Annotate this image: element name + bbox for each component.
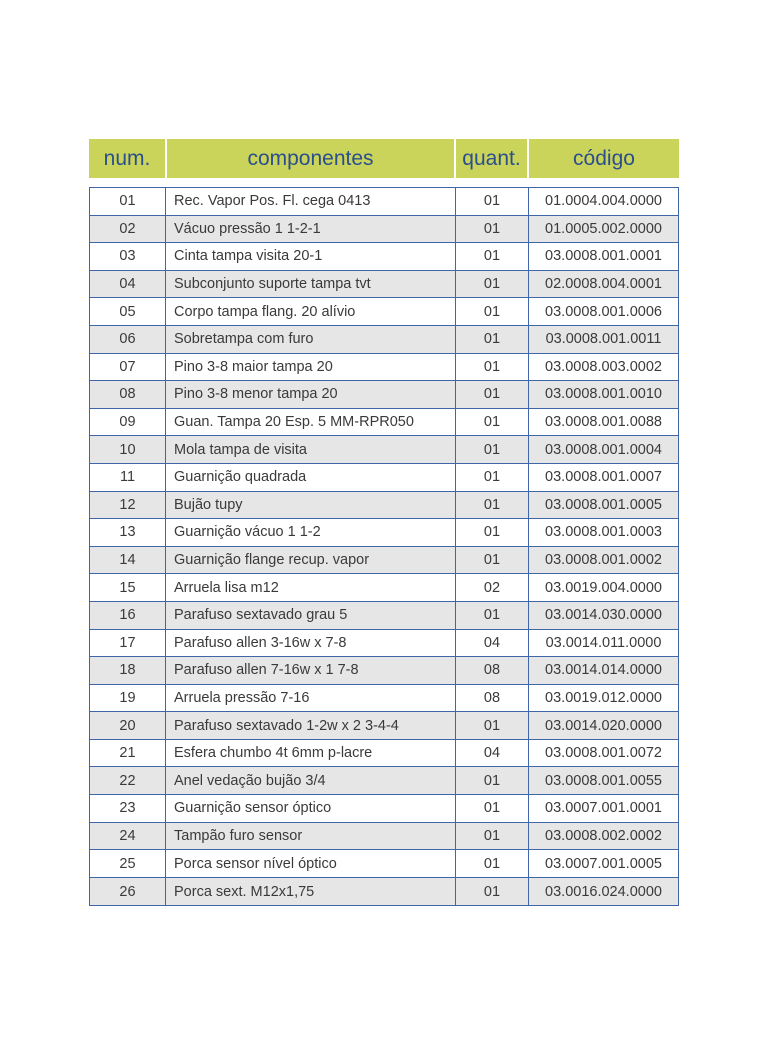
cell-component: Arruela lisa m12 xyxy=(166,574,456,601)
table-row xyxy=(90,795,678,823)
cell-component: Porca sext. M12x1,75 xyxy=(166,878,456,906)
table-row xyxy=(90,271,678,299)
cell-component: Guarnição flange recup. vapor xyxy=(166,547,456,574)
cell-quantity: 01 xyxy=(456,326,529,353)
table-row xyxy=(90,767,678,795)
cell-component: Parafuso allen 7-16w x 1 7-8 xyxy=(166,657,456,684)
table-row xyxy=(90,519,678,547)
cell-component: Corpo tampa flang. 20 alívio xyxy=(166,298,456,325)
cell-quantity: 01 xyxy=(456,409,529,436)
cell-quantity: 01 xyxy=(456,464,529,491)
cell-code: 03.0008.003.0002 xyxy=(545,358,662,375)
cell-code: 03.0016.024.0000 xyxy=(545,883,662,900)
table-row xyxy=(90,630,678,658)
cell-quantity: 01 xyxy=(456,547,529,574)
cell-num: 02 xyxy=(90,216,166,243)
cell-component: Parafuso sextavado 1-2w x 2 3-4-4 xyxy=(166,712,456,739)
cell-num: 09 xyxy=(90,409,166,436)
table-row xyxy=(90,850,678,878)
cell-quantity: 01 xyxy=(456,712,529,739)
cell-code: 03.0008.001.0005 xyxy=(545,496,662,513)
cell-component: Anel vedação bujão 3/4 xyxy=(166,767,456,794)
cell-num: 05 xyxy=(90,298,166,325)
header-codigo: código xyxy=(529,139,679,178)
header-quant: quant. xyxy=(456,139,527,178)
table-row xyxy=(90,464,678,492)
cell-code: 03.0008.001.0004 xyxy=(545,441,662,458)
cell-component: Parafuso allen 3-16w x 7-8 xyxy=(166,630,456,657)
cell-quantity: 02 xyxy=(456,574,529,601)
cell-num: 23 xyxy=(90,795,166,822)
cell-code: 03.0008.001.0055 xyxy=(545,772,662,789)
cell-component: Porca sensor nível óptico xyxy=(166,850,456,877)
cell-quantity: 08 xyxy=(456,657,529,684)
cell-code: 03.0008.001.0010 xyxy=(545,386,662,403)
cell-component: Cinta tampa visita 20-1 xyxy=(166,243,456,270)
cell-component: Tampão furo sensor xyxy=(166,823,456,850)
cell-component: Guarnição vácuo 1 1-2 xyxy=(166,519,456,546)
cell-num: 26 xyxy=(90,878,166,906)
cell-component: Subconjunto suporte tampa tvt xyxy=(166,271,456,298)
cell-num: 03 xyxy=(90,243,166,270)
table-header xyxy=(89,139,679,178)
cell-component: Parafuso sextavado grau 5 xyxy=(166,602,456,629)
table-row xyxy=(90,602,678,630)
cell-quantity: 01 xyxy=(456,271,529,298)
cell-quantity: 01 xyxy=(456,823,529,850)
cell-quantity: 01 xyxy=(456,354,529,381)
cell-component: Arruela pressão 7-16 xyxy=(166,685,456,712)
cell-num: 07 xyxy=(90,354,166,381)
table-row xyxy=(90,547,678,575)
cell-num: 08 xyxy=(90,381,166,408)
cell-component: Esfera chumbo 4t 6mm p-lacre xyxy=(166,740,456,767)
cell-quantity: 04 xyxy=(456,630,529,657)
table-row xyxy=(90,878,678,906)
cell-code: 03.0014.030.0000 xyxy=(545,607,662,624)
cell-num: 01 xyxy=(90,188,166,215)
cell-num: 10 xyxy=(90,436,166,463)
cell-component: Pino 3-8 maior tampa 20 xyxy=(166,354,456,381)
cell-quantity: 01 xyxy=(456,188,529,215)
cell-code: 03.0007.001.0005 xyxy=(545,855,662,872)
cell-code: 03.0019.012.0000 xyxy=(545,689,662,706)
header-componentes: componentes xyxy=(167,139,454,178)
header-num: num. xyxy=(89,139,165,178)
table-row xyxy=(90,740,678,768)
cell-num: 18 xyxy=(90,657,166,684)
cell-quantity: 01 xyxy=(456,602,529,629)
cell-num: 17 xyxy=(90,630,166,657)
table-row xyxy=(90,298,678,326)
table-row xyxy=(90,823,678,851)
cell-code: 01.0004.004.0000 xyxy=(545,193,662,210)
cell-num: 24 xyxy=(90,823,166,850)
cell-code: 03.0008.001.0001 xyxy=(545,248,662,265)
cell-code: 03.0014.014.0000 xyxy=(545,662,662,679)
cell-num: 13 xyxy=(90,519,166,546)
cell-code: 03.0014.011.0000 xyxy=(545,634,662,651)
cell-code: 03.0014.020.0000 xyxy=(545,717,662,734)
cell-component: Guarnição sensor óptico xyxy=(166,795,456,822)
table-row xyxy=(90,216,678,244)
cell-code: 03.0008.001.0002 xyxy=(545,552,662,569)
cell-quantity: 01 xyxy=(456,243,529,270)
cell-quantity: 08 xyxy=(456,685,529,712)
cell-code: 03.0008.002.0002 xyxy=(545,827,662,844)
cell-quantity: 01 xyxy=(456,298,529,325)
table-row xyxy=(90,436,678,464)
table-row xyxy=(90,657,678,685)
cell-component: Guarnição quadrada xyxy=(166,464,456,491)
cell-quantity: 01 xyxy=(456,381,529,408)
cell-quantity: 01 xyxy=(456,767,529,794)
cell-component: Pino 3-8 menor tampa 20 xyxy=(166,381,456,408)
cell-num: 20 xyxy=(90,712,166,739)
cell-code: 02.0008.004.0001 xyxy=(545,276,662,293)
cell-code: 01.0005.002.0000 xyxy=(545,220,662,237)
cell-num: 06 xyxy=(90,326,166,353)
cell-num: 21 xyxy=(90,740,166,767)
cell-num: 25 xyxy=(90,850,166,877)
cell-code: 03.0007.001.0001 xyxy=(545,800,662,817)
cell-quantity: 01 xyxy=(456,878,529,906)
cell-component: Rec. Vapor Pos. Fl. cega 0413 xyxy=(166,188,456,215)
cell-quantity: 01 xyxy=(456,216,529,243)
cell-code: 03.0008.001.0003 xyxy=(545,524,662,541)
cell-num: 22 xyxy=(90,767,166,794)
cell-num: 11 xyxy=(90,464,166,491)
cell-component: Vácuo pressão 1 1-2-1 xyxy=(166,216,456,243)
table-row xyxy=(90,409,678,437)
table-row xyxy=(90,381,678,409)
table-row xyxy=(90,354,678,382)
cell-num: 16 xyxy=(90,602,166,629)
table-row xyxy=(90,326,678,354)
cell-quantity: 01 xyxy=(456,850,529,877)
cell-num: 04 xyxy=(90,271,166,298)
cell-quantity: 04 xyxy=(456,740,529,767)
cell-code: 03.0008.001.0007 xyxy=(545,469,662,486)
cell-code: 03.0008.001.0006 xyxy=(545,303,662,320)
cell-code: 03.0008.001.0088 xyxy=(545,414,662,431)
cell-code: 03.0008.001.0011 xyxy=(545,331,662,348)
cell-num: 19 xyxy=(90,685,166,712)
cell-component: Bujão tupy xyxy=(166,492,456,519)
table-row xyxy=(90,188,678,216)
parts-table xyxy=(89,187,679,906)
table-row xyxy=(90,574,678,602)
cell-quantity: 01 xyxy=(456,492,529,519)
table-row xyxy=(90,243,678,271)
cell-code: 03.0019.004.0000 xyxy=(545,579,662,596)
cell-component: Mola tampa de visita xyxy=(166,436,456,463)
cell-num: 14 xyxy=(90,547,166,574)
cell-num: 12 xyxy=(90,492,166,519)
cell-num: 15 xyxy=(90,574,166,601)
cell-quantity: 01 xyxy=(456,795,529,822)
cell-code: 03.0008.001.0072 xyxy=(545,745,662,762)
cell-component: Guan. Tampa 20 Esp. 5 MM-RPR050 xyxy=(166,409,456,436)
table-row xyxy=(90,712,678,740)
cell-quantity: 01 xyxy=(456,519,529,546)
table-row xyxy=(90,685,678,713)
table-row xyxy=(90,492,678,520)
cell-component: Sobretampa com furo xyxy=(166,326,456,353)
cell-quantity: 01 xyxy=(456,436,529,463)
